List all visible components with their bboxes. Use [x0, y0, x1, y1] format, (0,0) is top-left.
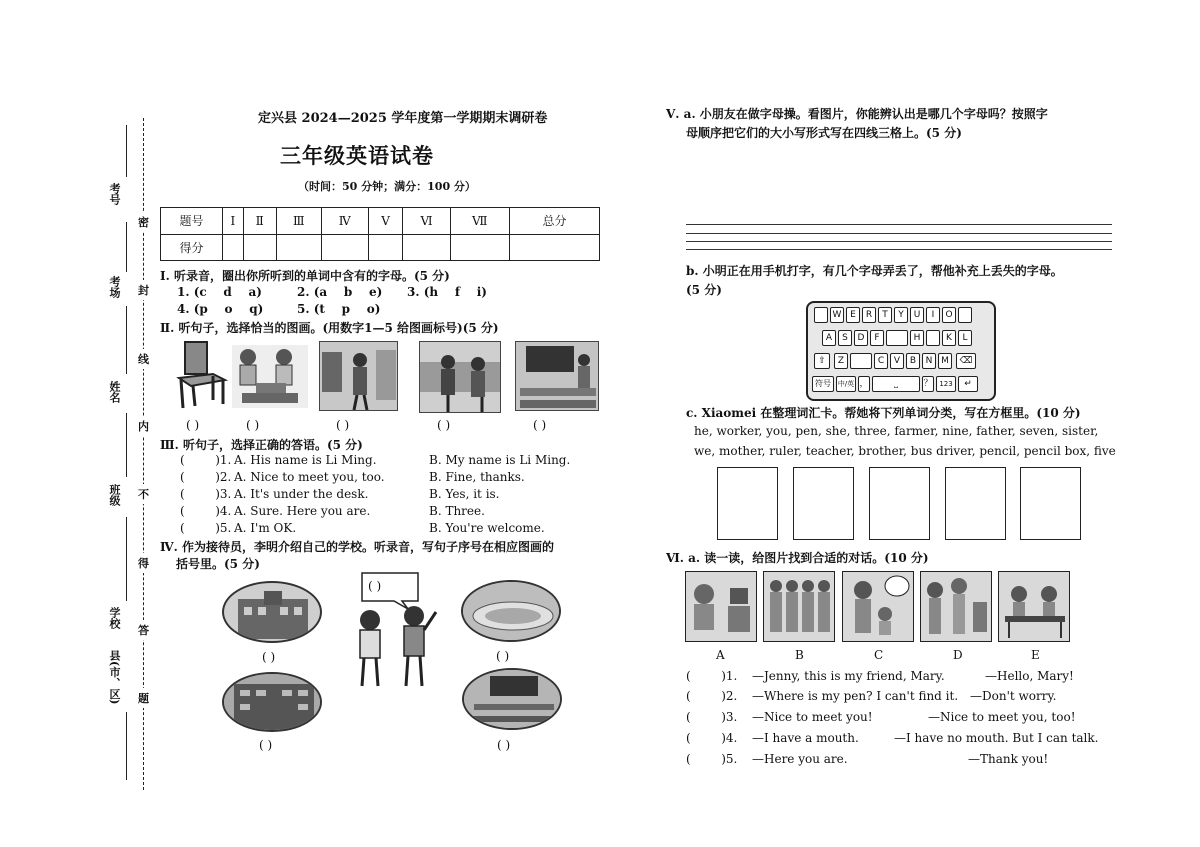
two-boys-picture [350, 606, 440, 690]
section3-option-b: B. Fine, thanks. [429, 470, 525, 484]
section2-answer-blank[interactable]: ( ) [533, 418, 547, 432]
dialog-line-b: —Hello, Mary! [985, 669, 1074, 683]
section5b-heading: b. 小明正在用手机打字，有几个字母弄丢了，帮他补充上丢失的字母。 [686, 264, 1063, 278]
dialog-number[interactable]: ( )3. [686, 710, 738, 724]
section2-answer-blank[interactable]: ( ) [336, 418, 350, 432]
dialog-line-a: —Nice to meet you! [752, 710, 873, 724]
dialog-number[interactable]: ( )5. [686, 752, 738, 766]
section1-heading: Ⅰ. 听录音，圈出你所听到的单词中含有的字母。(5 分) [160, 269, 450, 283]
keyboard-key: O [942, 307, 956, 323]
category-box[interactable] [869, 467, 930, 540]
seal-char: 内 [138, 416, 149, 436]
picture-label: D [953, 648, 963, 662]
section6-heading: Ⅵ. a. 读一读，给图片找到合适的对话。(10 分) [666, 551, 929, 565]
keyboard-key: D [854, 330, 868, 346]
symbol-key: 符号 [812, 376, 834, 392]
dialog-number[interactable]: ( )1. [686, 669, 738, 683]
school-gate-picture [419, 341, 501, 413]
section3-item-number[interactable]: ( )1. [180, 453, 232, 467]
keyboard-key: C [874, 353, 888, 369]
keyboard-key: U [910, 307, 924, 323]
keyboard-key: W [830, 307, 844, 323]
section3-option-b: B. Three. [429, 504, 485, 518]
keyboard-key: A [822, 330, 836, 346]
seal-char: 不 [138, 484, 149, 504]
space-key: ⎵ [872, 376, 920, 392]
school-field[interactable] [126, 517, 127, 601]
score-cell[interactable] [509, 234, 599, 261]
kids-playing-picture [232, 345, 308, 408]
keyboard-key: E [846, 307, 860, 323]
exam-room-field[interactable] [126, 222, 127, 272]
section2-answer-blank[interactable]: ( ) [437, 418, 451, 432]
score-col-header: Ⅵ [403, 208, 450, 235]
section4-heading-cont: 括号里。(5 分) [176, 557, 260, 571]
picture-e-desk-kids [998, 571, 1070, 642]
county-label: 县(市、区) [108, 650, 121, 705]
keyboard-key: H [910, 330, 924, 346]
county-field[interactable] [126, 712, 127, 780]
picture-label: B [795, 648, 804, 662]
seal-char: 线 [138, 349, 149, 369]
section3-option-a: A. Sure. Here you are. [234, 504, 371, 518]
exam-title: 三年级英语试卷 [280, 143, 434, 168]
name-label: 姓名 [108, 381, 121, 403]
score-col-header: Ⅶ [450, 208, 509, 235]
word-list-line1: he, worker, you, pen, she, three, farmer, nine, father, seven, sister, [694, 424, 1099, 438]
section3-option-b: B. You're welcome. [429, 521, 545, 535]
section3-option-a: A. His name is Li Ming. [234, 453, 377, 467]
section5a-heading: Ⅴ. a. 小朋友在做字母操。看图片，你能辨认出是哪几个字母吗？按照字 [666, 107, 1048, 121]
picture-label: E [1031, 648, 1040, 662]
score-col-header: 题号 [161, 208, 223, 235]
section4-answer-blank[interactable]: ( ) [497, 738, 511, 752]
score-cell[interactable] [276, 234, 321, 261]
school-building-picture [222, 581, 322, 643]
seal-char: 密 [138, 212, 149, 232]
score-col-header: Ⅱ [243, 208, 276, 235]
section5c-heading: c. Xiaomei 在整理词汇卡。帮她将下列单词分类，写在方框里。(10 分) [686, 406, 1081, 420]
keyboard-key: I [926, 307, 940, 323]
section4-heading: Ⅳ. 作为接待员，李明介绍自己的学校。听录音，写句子序号在相应图画的 [160, 540, 554, 554]
section1-item[interactable]: 3. (h f i) [407, 285, 487, 299]
score-cell[interactable] [223, 234, 244, 261]
exam-subtitle: 定兴县 2024—2025 学年度第一学期期末调研卷 [258, 111, 548, 126]
picture-b-people-greeting [763, 571, 835, 642]
score-cell[interactable] [368, 234, 403, 261]
keyboard-key: F [870, 330, 884, 346]
picture-a-dinosaur-robot [685, 571, 757, 642]
phone-keyboard [806, 301, 996, 401]
section1-item[interactable]: 2. (a b e) [297, 285, 383, 299]
section2-answer-blank[interactable]: ( ) [246, 418, 260, 432]
section3-option-a: A. It's under the desk. [234, 487, 369, 501]
picture-d-girl-robot [920, 571, 992, 642]
keyboard-key: V [890, 353, 904, 369]
score-col-header: Ⅲ [276, 208, 321, 235]
section3-item-number[interactable]: ( )5. [180, 521, 232, 535]
score-cell[interactable] [403, 234, 450, 261]
section3-heading: Ⅲ. 听句子，选择正确的答语。(5 分) [160, 438, 363, 452]
keyboard-key: Z [834, 353, 848, 369]
section4-answer-blank[interactable]: ( ) [496, 649, 510, 663]
picture-label: C [874, 648, 884, 662]
section1-item[interactable]: 1. (c d a) [177, 285, 262, 299]
dialog-line-b: —Nice to meet you, too! [928, 710, 1076, 724]
section3-option-a: A. Nice to meet you, too. [234, 470, 385, 484]
class-field[interactable] [126, 413, 127, 477]
speech-bubble-blank[interactable]: ( ) [368, 579, 382, 593]
question-key: ？ [922, 376, 934, 392]
dialog-line-a: —Jenny, this is my friend, Mary. [752, 669, 945, 683]
school-label: 学校 [108, 607, 121, 629]
keyboard-key: B [906, 353, 920, 369]
section3-option-b: B. My name is Li Ming. [429, 453, 571, 467]
lang-switch-key: 中/英 [836, 376, 856, 392]
shift-key: ⇧ [814, 353, 830, 369]
enter-key: ↵ [958, 376, 978, 392]
score-col-header: Ⅴ [368, 208, 403, 235]
writing-line [686, 241, 1112, 242]
time-info: （时间：50 分钟；满分：100 分） [298, 180, 476, 193]
writing-line [686, 249, 1112, 250]
chair-picture [173, 340, 233, 410]
section4-answer-blank[interactable]: ( ) [259, 738, 273, 752]
section3-option-a: A. I'm OK. [234, 521, 297, 535]
keyboard-key: M [938, 353, 952, 369]
seal-char: 题 [138, 688, 149, 708]
number-key: 123 [936, 376, 956, 392]
section3-item-number[interactable]: ( )2. [180, 470, 232, 484]
keyboard-key[interactable] [958, 307, 972, 323]
keyboard-key: R [862, 307, 876, 323]
exam-room-label: 考场 [108, 276, 121, 298]
category-box[interactable] [717, 467, 778, 540]
category-box[interactable] [1020, 467, 1081, 540]
playground-picture [461, 580, 561, 642]
keyboard-key: L [958, 330, 972, 346]
keyboard-key: S [838, 330, 852, 346]
keyboard-key: T [878, 307, 892, 323]
score-cell[interactable] [321, 234, 368, 261]
keyboard-key: N [922, 353, 936, 369]
score-col-header: Ⅰ [223, 208, 244, 235]
dialog-line-b: —I have no mouth. But I can talk. [894, 731, 1099, 745]
seal-char: 得 [138, 553, 149, 573]
section2-answer-blank[interactable]: ( ) [186, 418, 200, 432]
score-cell[interactable] [450, 234, 509, 261]
section4-answer-blank[interactable]: ( ) [262, 650, 276, 664]
library-building-picture [222, 672, 322, 732]
dialog-line-a: —Where is my pen? I can't find it. [752, 689, 959, 703]
score-row-label: 得分 [161, 234, 223, 261]
category-box[interactable] [793, 467, 854, 540]
dialog-line-b: —Thank you! [968, 752, 1049, 766]
writing-line [686, 224, 1112, 225]
section3-item-number[interactable]: ( )3. [180, 487, 232, 501]
keyboard-key[interactable] [926, 330, 940, 346]
writing-line [686, 233, 1112, 234]
exam-no-field[interactable] [126, 125, 127, 177]
section1-item[interactable]: 4. (p o q) [177, 302, 264, 316]
keyboard-key: Y [894, 307, 908, 323]
picture-label: A [716, 648, 725, 662]
seal-char: 答 [138, 620, 149, 640]
class-label: 班级 [108, 484, 121, 506]
score-table [160, 207, 600, 261]
section2-heading: Ⅱ. 听句子，选择恰当的图画。(用数字1—5 给图画标号)(5 分) [160, 321, 499, 335]
score-cell[interactable] [243, 234, 276, 261]
seal-char: 封 [138, 280, 149, 300]
name-field[interactable] [126, 306, 127, 374]
classroom-door-picture [319, 341, 398, 411]
keyboard-key: K [942, 330, 956, 346]
keyboard-key[interactable] [886, 330, 908, 346]
keyboard-key[interactable] [814, 307, 828, 323]
backspace-key: ⌫ [956, 353, 976, 369]
picture-c-girl-pen [842, 571, 914, 642]
classroom-picture [462, 668, 562, 730]
score-col-header: 总分 [509, 208, 599, 235]
section3-item-number[interactable]: ( )4. [180, 504, 232, 518]
exam-no-label: 考号 [108, 183, 121, 205]
dialog-number[interactable]: ( )2. [686, 689, 738, 703]
section5a-heading-cont: 母顺序把它们的大小写形式写在四线三格上。(5 分) [686, 126, 962, 140]
dialog-line-a: —I have a mouth. [752, 731, 859, 745]
section5b-heading-cont: (5 分) [686, 283, 722, 297]
dialog-line-b: —Don't worry. [970, 689, 1057, 703]
section3-option-b: B. Yes, it is. [429, 487, 500, 501]
category-box[interactable] [945, 467, 1006, 540]
word-list-line2: we, mother, ruler, teacher, brother, bus driver, pencil, pencil box, five [694, 444, 1116, 458]
dialog-number[interactable]: ( )4. [686, 731, 738, 745]
keyboard-key[interactable] [850, 353, 872, 369]
comma-key: ， [858, 376, 870, 392]
section1-item[interactable]: 5. (t p o) [297, 302, 381, 316]
dialog-line-a: —Here you are. [752, 752, 848, 766]
classroom-teacher-picture [515, 341, 599, 411]
score-col-header: Ⅳ [321, 208, 368, 235]
